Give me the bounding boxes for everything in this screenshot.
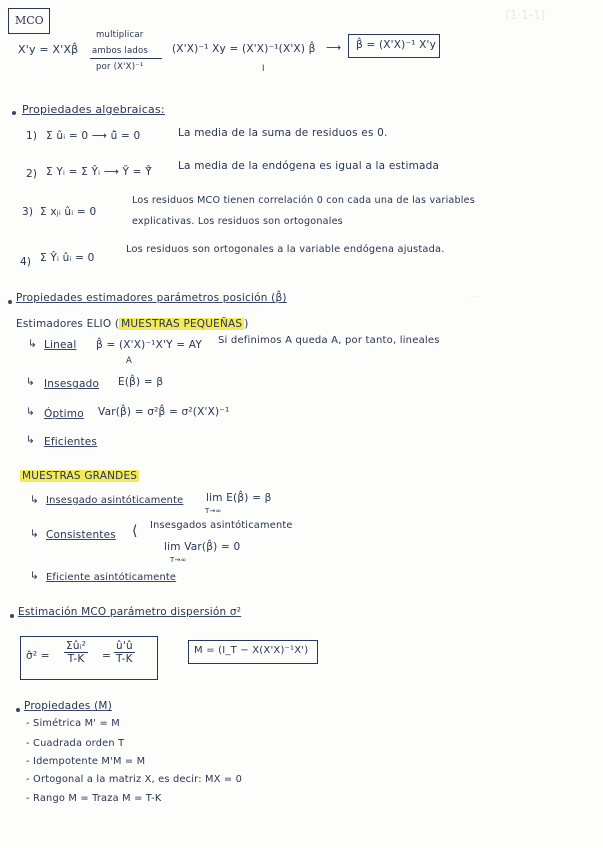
lineal-formula: β̂ = (X'X)⁻¹X'Y = AY bbox=[96, 339, 202, 351]
optimo-formula: Var(β̂) = σ²β̂ = σ²(X'X)⁻¹ bbox=[98, 406, 230, 418]
estimators-heading: Propiedades estimadores parámetros posición (β̂) bbox=[16, 292, 287, 304]
prop2-number: 2) bbox=[26, 168, 38, 180]
lineal-text: Si definimos A queda A, por tanto, lineales bbox=[218, 335, 440, 346]
dispersion-heading: Estimación MCO parámetro dispersión σ² bbox=[18, 606, 242, 618]
eficiente-asint-label: Eficiente asintóticamente bbox=[46, 572, 177, 583]
arrow-icon: ↳ bbox=[26, 376, 35, 388]
insesgado-formula: E(β̂) = β bbox=[118, 376, 164, 388]
asint-insesgado-label: Insesgado asintóticamente bbox=[46, 495, 184, 506]
asint-sub: T→∞ bbox=[205, 507, 222, 515]
derivation-identity: I bbox=[262, 64, 265, 74]
bullet-icon bbox=[10, 614, 14, 618]
prop-item: - Idempotente M'M = M bbox=[26, 756, 146, 767]
derivation-note-3: por (X'X)⁻¹ bbox=[96, 62, 144, 72]
arrow-icon: ↳ bbox=[30, 494, 39, 506]
bullet-icon bbox=[12, 111, 16, 115]
prop3-text-2: explicativas. Los residuos son ortogonales bbox=[132, 216, 343, 227]
title-box bbox=[8, 8, 50, 34]
sigma-frac-1 bbox=[64, 640, 88, 665]
prop4-number: 4) bbox=[20, 256, 32, 268]
derivation-result: β̂ = (X'X)⁻¹ X'y bbox=[356, 39, 437, 51]
derivation-lhs: X'y = X'Xβ̂ bbox=[18, 43, 79, 56]
asint-formula: lim E(β̂) = β bbox=[206, 492, 272, 504]
elio-text: Estimadores ELIO ( bbox=[16, 318, 120, 330]
prop4-text: Los residuos son ortogonales a la variable endógena ajustada. bbox=[126, 244, 445, 255]
insesgado-label: Insesgado bbox=[44, 378, 100, 390]
lineal-label: Lineal bbox=[44, 339, 77, 351]
arrow-icon: ↳ bbox=[30, 528, 39, 540]
lineal-A: A bbox=[126, 356, 133, 366]
consistentes-label: Consistentes bbox=[46, 529, 116, 541]
prop2-formula: Σ Yᵢ = Σ Ŷᵢ ⟶ Ȳ = Ŷ̄ bbox=[46, 166, 152, 178]
prop-item: - Simétrica M' = M bbox=[26, 718, 120, 729]
prop4-formula: Σ Ŷᵢ ûᵢ = 0 bbox=[40, 252, 95, 264]
consistentes-2: lim Var(β̂) = 0 bbox=[164, 541, 241, 553]
prop-item: - Cuadrada orden T bbox=[26, 738, 125, 749]
frac2-num: û'û bbox=[116, 640, 133, 652]
small-samples-highlight: MUESTRAS PEQUEÑAS bbox=[121, 318, 243, 330]
prop3-text-1: Los residuos MCO tienen correlación 0 con cada una de las variables bbox=[132, 195, 475, 206]
derivation-note-2: ambos lados bbox=[92, 46, 149, 56]
prop3-formula: Σ xⱼᵢ ûᵢ = 0 bbox=[40, 206, 97, 218]
derivation-arrow bbox=[90, 58, 162, 59]
sigma-eq: = bbox=[102, 650, 111, 662]
bullet-icon bbox=[16, 708, 20, 712]
M-formula: M = (I_T − X(X'X)⁻¹X') bbox=[194, 645, 309, 656]
large-samples-label bbox=[20, 470, 139, 482]
derivation-step: (X'X)⁻¹ Xy = (X'X)⁻¹(X'X) β̂ bbox=[172, 43, 316, 55]
frac2-den: T-K bbox=[116, 653, 133, 665]
algebraic-heading: Propiedades algebraicas: bbox=[22, 103, 165, 116]
sigma-lhs: σ̂² = bbox=[26, 650, 50, 662]
bullet-icon bbox=[8, 300, 12, 304]
arrow-icon: ⟶ bbox=[326, 42, 342, 54]
arrow-icon: ↳ bbox=[28, 338, 37, 350]
props-heading: Propiedades (M) bbox=[24, 700, 112, 712]
prop-item: - Ortogonal a la matriz X, es decir: MX = 0 bbox=[26, 774, 243, 785]
arrow-icon: ↳ bbox=[26, 434, 35, 446]
large-samples-highlight: MUESTRAS GRANDES bbox=[22, 470, 138, 482]
branch-icon: ⟨ bbox=[132, 523, 138, 539]
arrow-icon: ↳ bbox=[30, 570, 39, 582]
sigma-frac-2 bbox=[114, 640, 135, 665]
derivation-note-1: multiplicar bbox=[96, 30, 144, 40]
prop1-formula: Σ ûᵢ = 0 ⟶ û̄ = 0 bbox=[46, 130, 141, 142]
eficientes-label: Eficientes bbox=[44, 436, 98, 448]
prop2-text: La media de la endógena es igual a la estimada bbox=[178, 160, 440, 172]
bleed-mark: (1·1-1) bbox=[505, 8, 546, 22]
prop3-number: 3) bbox=[22, 206, 34, 218]
elio-close: ) bbox=[244, 318, 249, 330]
optimo-label: Óptimo bbox=[44, 408, 84, 420]
elio-label bbox=[16, 318, 249, 330]
arrow-icon: ↳ bbox=[26, 406, 35, 418]
frac1-den: T-K bbox=[67, 653, 85, 665]
bleed-mark: ... bbox=[470, 290, 479, 300]
page-title: MCO bbox=[15, 14, 44, 27]
consistentes-sub: T→∞ bbox=[170, 556, 187, 564]
frac1-num: Σûᵢ² bbox=[66, 640, 87, 652]
prop1-text: La media de la suma de residuos es 0. bbox=[178, 127, 388, 139]
consistentes-1: Insesgados asintóticamente bbox=[150, 520, 293, 531]
prop-item: - Rango M = Traza M = T-K bbox=[26, 793, 162, 804]
prop1-number: 1) bbox=[26, 130, 38, 142]
